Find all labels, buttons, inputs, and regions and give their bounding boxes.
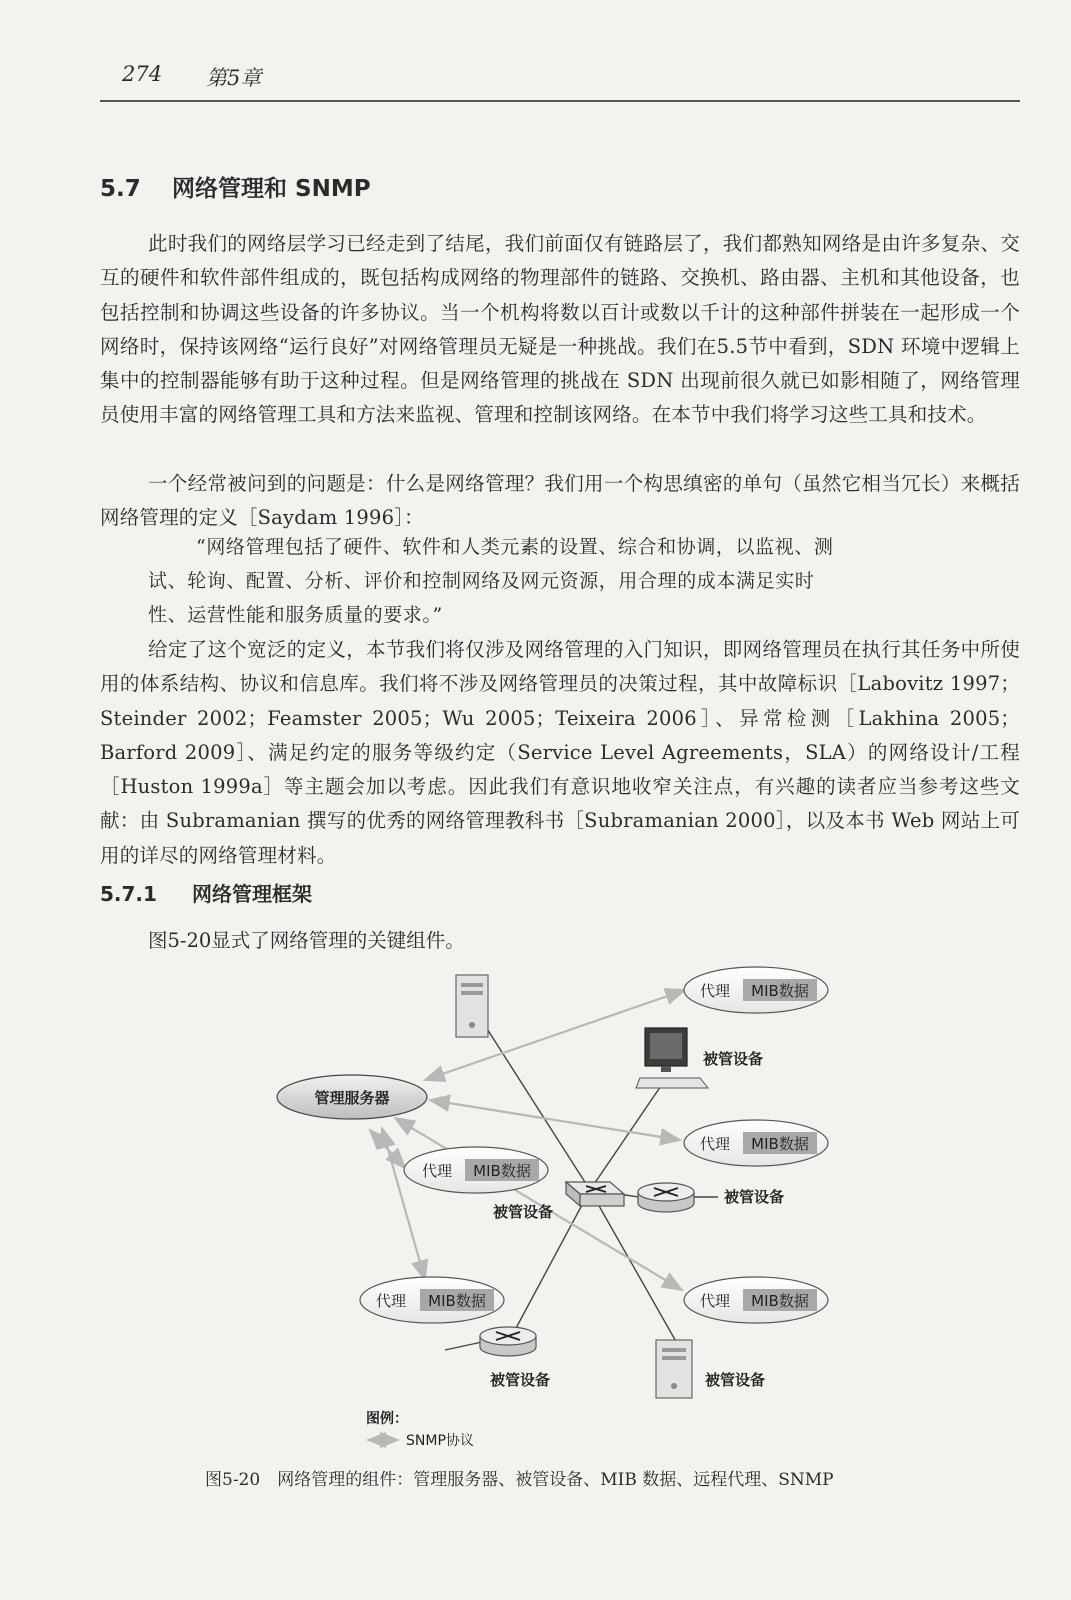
section-title: 网络管理和 SNMP	[172, 176, 371, 202]
agent-label: 代理	[700, 1292, 731, 1310]
snmp-arrows	[370, 990, 685, 1290]
agent-node-bottom-right	[684, 1277, 828, 1323]
quote-line-3: 性、运营性能和服务质量的要求。”	[148, 604, 443, 626]
router-icon	[480, 1327, 536, 1356]
quote-line-1: “网络管理包括了硬件、软件和人类元素的设置、综合和协调，以监视、测	[196, 536, 834, 558]
subsection-number: 5.7.1	[100, 882, 157, 906]
subsection-title: 网络管理框架	[192, 882, 312, 906]
agent-label: 代理	[376, 1292, 407, 1310]
device-label: 被管设备	[703, 1050, 764, 1068]
agent-label: 代理	[700, 982, 731, 1000]
paragraph-1: 此时我们的网络层学习已经走到了结尾，我们前面仅有链路层了，我们都熟知网络是由许多复杂、交互的硬件和软件部件组成的，既包括构成网络的物理部件的链路、交换机、路由器、主机和其他设备，也包括控制和协调这些设备的许多协议。当一个机构将数以百计或数以千计的这种部件拼装在一起形成一个网络时，保持该网络“运行良好”对网络管理员无疑是一种挑战。我们在5.5节中看到，SDN 环境中逻辑上集中的控制器能够有助于这种过程。但是网络管理的挑战在 SDN 出现前很久就已如影相随了，网络管理员使用丰富的网络管理工具和方法来监视、管理和控制该网络。在本节中我们将学习这些工具和技术。	[100, 232, 1020, 427]
legend	[366, 1410, 474, 1449]
switch-icon	[566, 1182, 624, 1206]
paragraph-3: 给定了这个宽泛的定义，本节我们将仅涉及网络管理的入门知识，即网络管理员在执行其任务中所使用的体系结构、协议和信息库。我们将不涉及网络管理员的决策过程，其中故障标识［Labovitz 1997；Steinder 2002；Feamster 2005；Wu 2005；Teixeira 2006］、异常检测［Lakhina 2005；Barford 2009］、满足约定的服务等级约定（Service Level Agreements，SLA）的网络设计/工程［Huston 1999a］等主题会加以考虑。因此我们有意识地收窄关注点，有兴趣的读者应当参考这些文献：由 Subramanian 撰写的优秀的网络管理教科书［Subramanian 2000］，以及本书 Web 网站上可用的详尽的网络管理材料。	[100, 638, 1020, 867]
section-number: 5.7	[100, 176, 141, 202]
quote-line-2: 试、轮询、配置、分析、评价和控制网络及网元资源，用合理的成本满足实时	[148, 570, 815, 592]
figure-caption: 图5-20 网络管理的组件：管理服务器、被管设备、MIB 数据、远程代理、SNMP	[205, 1470, 834, 1490]
agent-node-mid-right	[684, 1120, 828, 1166]
agent-label: 代理	[700, 1135, 731, 1153]
management-server-icon	[456, 975, 488, 1037]
legend-item: SNMP协议	[406, 1433, 474, 1449]
chapter-label: 第5章	[206, 66, 262, 90]
device-label: 被管设备	[705, 1371, 766, 1389]
agent-node-center	[404, 1147, 548, 1193]
mib-label: MIB数据	[751, 1135, 809, 1153]
agent-node-bottom-left	[360, 1277, 504, 1323]
manager-label: 管理服务器	[314, 1089, 390, 1107]
mib-label: MIB数据	[473, 1162, 531, 1180]
mib-label: MIB数据	[751, 982, 809, 1000]
mib-label: MIB数据	[751, 1292, 809, 1310]
paragraph-2: 一个经常被问到的问题是：什么是网络管理？我们用一个构思缜密的单句（虽然它相当冗长）来概括网络管理的定义［Saydam 1996］：	[100, 472, 1020, 530]
router-icon	[638, 1183, 694, 1212]
device-label: 被管设备	[493, 1203, 554, 1221]
mib-label: MIB数据	[428, 1292, 486, 1310]
management-server-node	[277, 1075, 427, 1119]
device-label: 被管设备	[724, 1188, 785, 1206]
agent-node-top-right	[684, 967, 828, 1013]
figure-intro: 图5-20显式了网络管理的关键组件。	[148, 929, 465, 952]
agent-label: 代理	[422, 1162, 453, 1180]
desktop-computer-icon	[636, 1028, 708, 1088]
server-icon	[656, 1340, 692, 1398]
page-number: 274	[122, 62, 163, 86]
device-label: 被管设备	[490, 1371, 551, 1389]
legend-title: 图例：	[366, 1411, 408, 1427]
